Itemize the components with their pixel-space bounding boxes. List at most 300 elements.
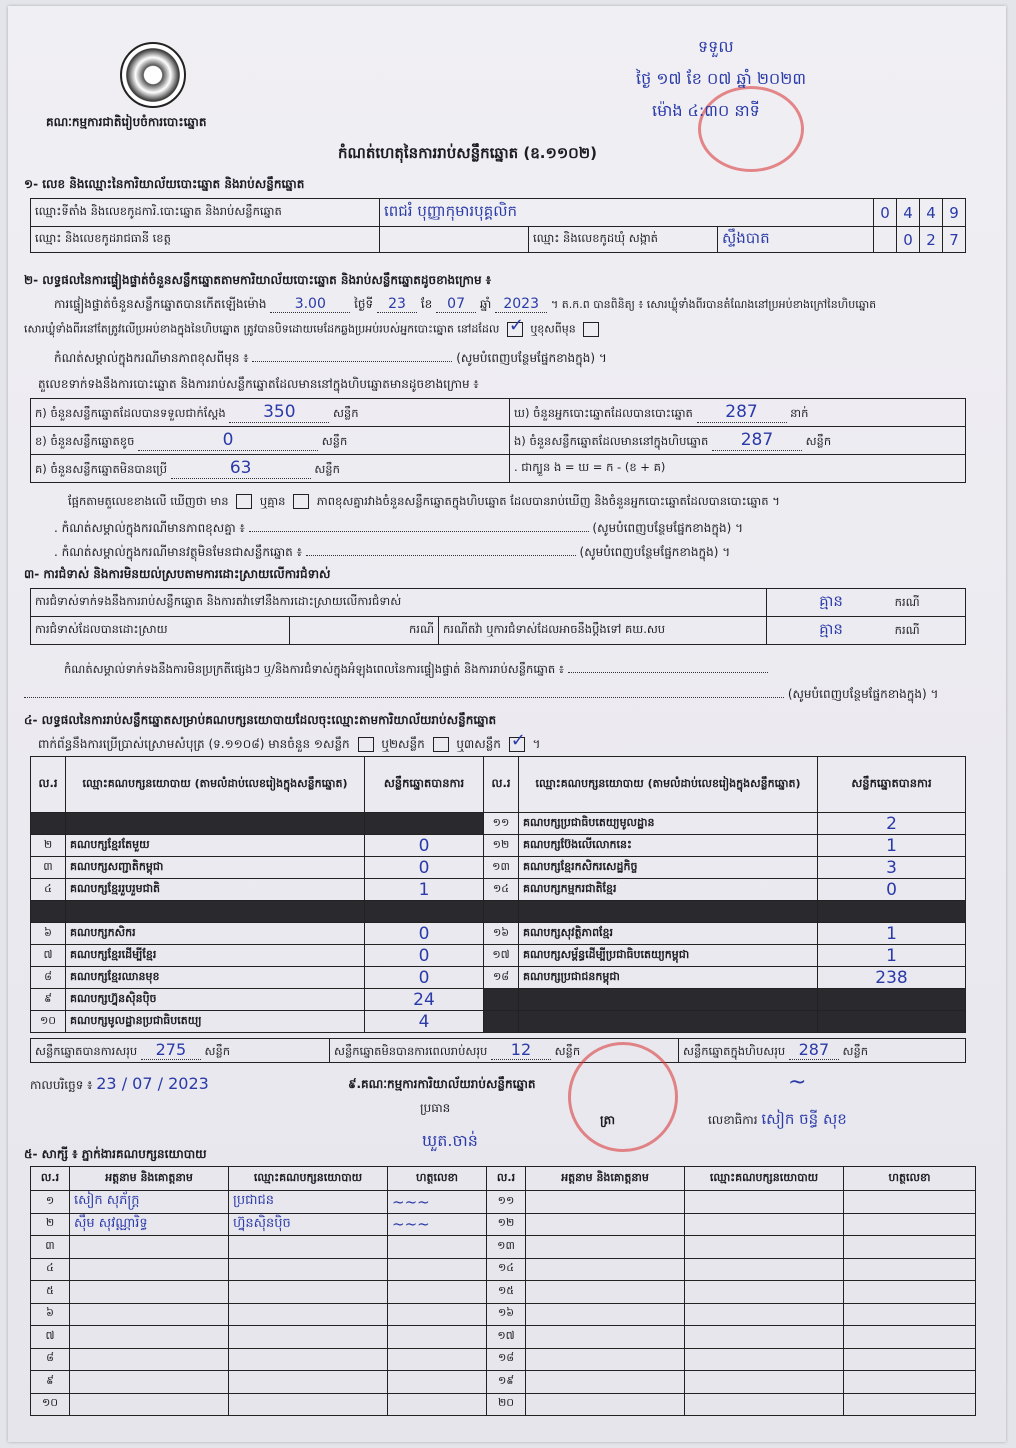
party-left-name: គណបក្សខ្មែររួបរួមជាតិ [66, 879, 365, 901]
w-col-name-l: អត្តនាម និងគោត្តនាម [70, 1167, 229, 1191]
objection-row2b-cell [767, 617, 966, 645]
line2-text: សោរឃ្លុំទាំងពីរនៅតែត្រូវលើប្រអប់ខាងក្នុងនៃហិបឆ្នោត ត្រូវបានបិទដោយមេដែកឆ្លងប្រអប់របស់អ្នកបោះឆ្នោត នៅដដែល [24, 322, 500, 336]
party-left-votes: 0 [365, 857, 484, 879]
row-d-value: 287 [697, 402, 787, 423]
witness-party [685, 1191, 844, 1214]
party-left-name: គណបក្សខ្មែរដើម្បីខ្មែរ [66, 945, 365, 967]
row2-province [380, 227, 529, 253]
party-left-no: ៣ [31, 857, 66, 879]
party-right-votes: 1 [818, 835, 966, 857]
witness-name [526, 1393, 685, 1416]
witness-no: ៥ [31, 1281, 70, 1304]
witness-row [31, 1258, 976, 1281]
party-left-votes: 1 [365, 879, 484, 901]
row2-code-2: 7 [943, 227, 966, 253]
witness-name [70, 1303, 229, 1326]
row-a-label: ក) ចំនួនសន្លឹកឆ្នោតដែលបានទទួលជាក់ស្តែង [35, 406, 226, 420]
formula-text: . ជាក្បួន ង = ឃ = ក - (ខ + គ) [514, 460, 666, 474]
total-box-value: 287 [789, 1040, 839, 1060]
witness-name [70, 1258, 229, 1281]
total-valid-unit: សន្លឹក [204, 1044, 231, 1058]
party-left-name: គណបក្សខ្មែរតែមួយ [66, 835, 365, 857]
party-right-votes [818, 1011, 966, 1033]
two-sheet-checkbox[interactable] [433, 737, 449, 752]
party-left-name: គណបក្សកសិករ [66, 923, 365, 945]
party-left-votes: 0 [365, 835, 484, 857]
witness-table [30, 1166, 976, 1416]
witness-party: ហ្វ៊ុនស៊ិនប៉ិច [229, 1213, 388, 1236]
witness-no: ១៧ [487, 1326, 526, 1349]
section2-line1 [54, 296, 876, 314]
total-invalid-label: សន្លឹកឆ្នោតមិនបានការពេលរាប់សរុប [334, 1044, 488, 1058]
row2-label: ឈ្មោះ និងលេខកូដរាជធានី ខេត្ត [31, 227, 380, 253]
section2-line2 [24, 322, 603, 339]
witness-signature[interactable] [844, 1236, 976, 1259]
w-col-sig-l: ហត្ថលេខា [388, 1167, 487, 1191]
check-text: ផ្អែកតាមតួលេខខាងលើ ឃើញថា មាន [68, 494, 229, 508]
witness-party [685, 1303, 844, 1326]
objection-row2-cell [290, 617, 439, 645]
witness-party [229, 1303, 388, 1326]
month-label: ខែ [420, 297, 433, 311]
row1-value: ពេជរំ បុញ្ញាកុមារបុគ្គលិក [380, 199, 874, 227]
witness-party [229, 1348, 388, 1371]
line2-opt2: ឬខុសពីមុន [530, 322, 576, 336]
party-left-votes: 4 [365, 1011, 484, 1033]
party-left-no: ២ [31, 835, 66, 857]
section3-title: ៣- ការជំទាស់ និងការមិនយល់ស្របតាមការដោះស្រាយលើការជំទាស់ [24, 567, 331, 581]
party-left-name: គណបក្សមូលដ្ឋានប្រជាធិបតេយ្យ [66, 1011, 365, 1033]
date-line [30, 1074, 209, 1095]
no-diff-checkbox[interactable] [293, 494, 309, 509]
party-right-name: គណបក្សសម្ព័ន្ធដើម្បីប្រជាធិបតេយ្យកម្ពុជា [519, 945, 818, 967]
line1-prefix: ការផ្ទៀងផ្ទាត់ចំនួនសន្លឹកឆ្នោតបានកើតឡើងម៉ោង [54, 297, 267, 311]
party-left-votes: 0 [365, 945, 484, 967]
note2-text: . កំណត់សម្គាល់ក្នុងករណីមានវត្ថុមិនមែនជាសន្លឹកឆ្នោត ៖ [54, 545, 302, 559]
objection-row1-cell [767, 589, 966, 617]
received-stamp [698, 86, 804, 172]
witness-party [685, 1326, 844, 1349]
party-right-name: គណបក្សខ្មែរកសិករសេដ្ឋកិច្ច [519, 857, 818, 879]
row2-code-1: 2 [920, 227, 943, 253]
party-left-no: ៤ [31, 879, 66, 901]
note2-line [54, 544, 730, 562]
w-col-name-r: អត្តនាម និងគោត្តនាម [526, 1167, 685, 1191]
secretary-label: លេខាធិការ [708, 1113, 758, 1127]
section1-title: ១- លេខ និងឈ្មោះនៃការិយាល័យបោះឆ្នោត និងរាប់សន្លឹកឆ្នោត [24, 177, 305, 191]
stamp-note-line1: ទទួល [698, 37, 734, 56]
party-left-votes: 0 [365, 923, 484, 945]
witness-row [31, 1191, 976, 1214]
party-left-name: គណបក្សខ្មែរឈានមុខ [66, 967, 365, 989]
party-left-no: ៦ [31, 923, 66, 945]
total-box-unit: សន្លឹក [842, 1044, 869, 1058]
witness-row [31, 1213, 976, 1236]
witness-name [70, 1393, 229, 1416]
witness-signature[interactable] [388, 1191, 487, 1214]
row1-code-3: 9 [943, 199, 966, 227]
party-right-name: គណបក្សសុវត្ថិភាពខ្មែរ [519, 923, 818, 945]
party-left-votes: 0 [365, 967, 484, 989]
total-box-label: សន្លឹកឆ្នោតក្នុងហិបសរុប [683, 1044, 786, 1058]
objection-note-hint: (សូមបំពេញបន្ថែមផ្នែកខាងក្នុង) ។ [787, 687, 939, 701]
party-right-votes [818, 901, 966, 923]
witness-no: ១៩ [487, 1371, 526, 1394]
chair-label: ប្រធាន [420, 1101, 451, 1115]
party-right-no: ១៤ [484, 879, 519, 901]
witness-no: ១២ [487, 1213, 526, 1236]
row-e-value: 287 [712, 430, 802, 451]
objection-note-blank2[interactable] [24, 697, 784, 698]
line3-text: កំណត់សម្គាល់ក្នុងករណីមានភាពខុសពីមុន ៖ [54, 351, 249, 365]
witness-party [685, 1236, 844, 1259]
line3-blank[interactable] [252, 361, 452, 362]
witness-name [526, 1281, 685, 1304]
party-right-no: ១៨ [484, 967, 519, 989]
party-right-name: គណបក្សកម្មករជាតិខ្មែរ [519, 879, 818, 901]
row-c [31, 455, 510, 483]
section2-line4: តួលេខទាក់ទងនឹងការបោះឆ្នោត និងការរាប់សន្លឹកឆ្នោតដែលមាននៅក្នុងហិបឆ្នោតមានដូចខាងក្រោម ៖ [38, 377, 479, 391]
stamp-note-line2: ថ្ងៃ ១៧ ខែ ០៧ ឆ្នាំ ២០២៣ [636, 69, 807, 88]
objection-note [64, 662, 768, 679]
witness-no: ១៦ [487, 1303, 526, 1326]
objection-note-blank[interactable] [568, 672, 768, 673]
party-left-no: ៩ [31, 989, 66, 1011]
date-label: កាលបរិច្ឆេទ ៖ [30, 1078, 93, 1092]
witness-row [31, 1371, 976, 1394]
witness-signature[interactable] [388, 1326, 487, 1349]
witness-name [70, 1371, 229, 1394]
party-right-votes: 1 [818, 945, 966, 967]
check-opt2: ឬគ្មាន [259, 494, 286, 508]
witness-name [526, 1236, 685, 1259]
total-valid-label: សន្លឹកឆ្នោតបានការសរុប [35, 1044, 138, 1058]
row-e-unit: សន្លឹក [805, 434, 832, 448]
org-logo [120, 42, 186, 108]
objection-row1-label: ការជំទាស់ទាក់ទងនឹងការរាប់សន្លឹកឆ្នោត និងការតវ៉ាទៅនឹងការដោះស្រាយលើការជំទាស់ [31, 589, 767, 617]
witness-no: ៦ [31, 1303, 70, 1326]
party-left-no: ៨ [31, 967, 66, 989]
witness-party [685, 1258, 844, 1281]
witness-signature[interactable] [844, 1303, 976, 1326]
row-e [510, 427, 966, 455]
row1-code-0: 0 [874, 199, 897, 227]
results-row [31, 989, 966, 1011]
party-right-votes: 238 [818, 967, 966, 989]
witness-party [685, 1371, 844, 1394]
row2-code-0: 0 [897, 227, 920, 253]
count-year: 2023 [495, 296, 547, 313]
results-table [30, 756, 966, 1033]
section4-subtitle: ពាក់ព័ន្ធនឹងការប្រើប្រាស់ស្រោមសំបុត្រ (ទ.១១០៨) មានចំនួន ១សន្លឹក [38, 737, 350, 751]
results-row [31, 901, 966, 923]
w-col-no-r: ល.រ [487, 1167, 526, 1191]
witness-signature[interactable] [844, 1348, 976, 1371]
stamp-note-line3: ម៉ោង ៤:៣០ នាទី [652, 101, 760, 120]
row-c-unit: សន្លឹក [314, 462, 340, 476]
witness-party [229, 1326, 388, 1349]
objection-row2b-label: ករណីតវ៉ា ឬការជំទាស់ដែលអាចនឹងប្តឹងទៅ គឃ.សប [439, 617, 767, 645]
witness-signature[interactable] [388, 1258, 487, 1281]
results-body [31, 813, 966, 1033]
party-right-name [519, 901, 818, 923]
count-month: 07 [436, 296, 476, 313]
witness-no: ២ [31, 1213, 70, 1236]
row-c-label: គ) ចំនួនសន្លឹកឆ្នោតមិនបានប្រើ [35, 462, 168, 476]
row2-value: ស្ទឹងបាត [718, 227, 874, 253]
row-b-label: ខ) ចំនួនសន្លឹកឆ្នោតខូច [35, 434, 135, 448]
witness-party [685, 1393, 844, 1416]
party-left-no [31, 901, 66, 923]
row-a-unit: សន្លឹក [332, 406, 359, 420]
note1-line [54, 520, 743, 538]
opt3-label: ឬ៣សន្លឹក [456, 737, 501, 751]
witness-party [229, 1258, 388, 1281]
row1-label: ឈ្មោះទីតាំង និងលេខកូដការិ.បោះឆ្នោត និងរាប់សន្លឹកឆ្នោត [31, 199, 380, 227]
witness-party [229, 1281, 388, 1304]
witness-row [31, 1326, 976, 1349]
witness-no: ១៨ [487, 1348, 526, 1371]
org-name: គណៈកម្មការជាតិរៀបចំការបោះឆ្នោត [46, 115, 207, 129]
objection-note-text: កំណត់សម្គាល់ទាក់ទងនឹងការមិនប្រក្រតីផ្សេងៗ ឬ/និងការជំទាស់ក្នុងអំឡុងពេលនៃការផ្ទៀងផ្ទាត់ និងការរាប់សន្លឹកឆ្នោត ៖ [64, 662, 564, 676]
witness-no: ១៥ [487, 1281, 526, 1304]
witness-signature[interactable] [388, 1371, 487, 1394]
note1-text: . កំណត់សម្គាល់ក្នុងករណីមានភាពខុសគ្នា ៖ [54, 521, 245, 535]
results-row [31, 813, 966, 835]
witness-row [31, 1393, 976, 1416]
row1-code-1: 4 [897, 199, 920, 227]
party-left-no: ៧ [31, 945, 66, 967]
row2-mid-label: ឈ្មោះ និងលេខកូដឃុំ សង្កាត់ [529, 227, 718, 253]
witness-no: ១១ [487, 1191, 526, 1214]
check-suffix: ភាពខុសគ្នារវាងចំនួនសន្លឹកឆ្នោតក្នុងហិបឆ្នោត ដែលបានរាប់ឃើញ និងចំនួនអ្នកបោះឆ្នោតដែលបានបោះឆ្នោត ។ [316, 494, 780, 508]
row-b-unit: សន្លឹក [321, 434, 348, 448]
witness-party: ប្រជាជន [229, 1191, 388, 1214]
witness-signature[interactable] [844, 1393, 976, 1416]
party-right-name: គណបក្សប្រជាជនកម្ពុជា [519, 967, 818, 989]
witness-signature[interactable] [388, 1303, 487, 1326]
form-paper [8, 6, 1006, 1442]
row-b-value: 0 [138, 430, 318, 451]
objection-row2b-unit: ករណី [894, 622, 920, 637]
objection-row2-label: ការជំទាស់ដែលបានដោះស្រាយ [31, 617, 290, 645]
section2-title: ២- លទ្ធផលនៃការផ្ទៀងផ្ទាត់ចំនួនសន្លឹកឆ្នោតតាមការិយាល័យបោះឆ្នោត និងរាប់សន្លឹកឆ្នោតដូចខាងក្រោម ៖ [24, 273, 492, 287]
opt2-label: ឬ២សន្លឹក [381, 737, 425, 751]
party-left-votes [365, 901, 484, 923]
party-right-no [484, 901, 519, 923]
party-left-name [66, 901, 365, 923]
member-label: ត្រា [600, 1113, 615, 1127]
party-right-no [484, 1011, 519, 1033]
witness-signature[interactable] [388, 1236, 487, 1259]
witness-signature[interactable] [388, 1348, 487, 1371]
results-row [31, 857, 966, 879]
official-seal [568, 1042, 678, 1152]
witness-no: ១០ [31, 1393, 70, 1416]
witness-body [31, 1191, 976, 1416]
count-time: 3.00 [270, 296, 350, 313]
objection-row1-unit: ករណី [894, 594, 920, 609]
secretary-name: សៀក ចន្ធី សុខ [761, 1110, 847, 1128]
witness-party [685, 1348, 844, 1371]
w-col-party-r: ឈ្មោះគណបក្សនយោបាយ [685, 1167, 844, 1191]
party-right-no: ១៣ [484, 857, 519, 879]
witness-name [70, 1326, 229, 1349]
witness-no: ១៣ [487, 1236, 526, 1259]
party-left-name [66, 813, 365, 835]
witness-name [526, 1371, 685, 1394]
party-right-name: គណបក្សប្រជាធិបតេយ្យមូលដ្ឋាន [519, 813, 818, 835]
section4-subtitle-line: ពាក់ព័ន្ធនឹងការប្រើប្រាស់ស្រោមសំបុត្រ (ទ.១១០៨) មានចំនួន ១សន្លឹក ឬ២សន្លឹក ឬ៣សន្លឹក ✓ ។ [38, 736, 540, 754]
witness-name [526, 1213, 685, 1236]
check-line [68, 494, 780, 511]
witness-name: ស៊ឹម សុវណ្ណារិទ្ធ [70, 1213, 229, 1236]
results-row [31, 923, 966, 945]
witness-no: ៩ [31, 1371, 70, 1394]
col-no-left: ល.រ [31, 757, 66, 813]
witness-signature[interactable] [844, 1281, 976, 1304]
witness-signature[interactable] [388, 1213, 487, 1236]
witness-name [526, 1191, 685, 1214]
w-col-party-l: ឈ្មោះគណបក្សនយោបាយ [229, 1167, 388, 1191]
count-day: 23 [377, 296, 417, 313]
row-a [31, 399, 510, 427]
row1-code-2: 4 [920, 199, 943, 227]
witness-party [229, 1393, 388, 1416]
one-sheet-checkbox[interactable] [358, 737, 374, 752]
different-checkbox[interactable] [583, 322, 599, 337]
total-invalid-unit: សន្លឹក [554, 1044, 581, 1058]
witness-signature[interactable] [844, 1326, 976, 1349]
witness-row [31, 1348, 976, 1371]
row-a-value: 350 [229, 402, 329, 423]
party-left-name: គណបក្សហ្វ៊ុនស៊ិនប៉ិច [66, 989, 365, 1011]
witness-row [31, 1236, 976, 1259]
line1-suffix: ។ ត.ក.ព បានពិនិត្យ ៖ សោរឃ្លុំទាំងពីរបានតំណែងនៅប្រអប់ខាងក្រៅនៃហិបឆ្នោត [551, 298, 877, 311]
row2-code-pad [874, 227, 897, 253]
day-label: ថ្ងៃទី [354, 297, 374, 311]
year-label: ឆ្នាំ [479, 297, 492, 311]
party-right-votes: 2 [818, 813, 966, 835]
witness-party [685, 1281, 844, 1304]
total-valid-cell [31, 1039, 330, 1063]
witness-name [526, 1326, 685, 1349]
section1-table [30, 198, 966, 253]
signature-scribble: ~~~ [392, 1192, 430, 1211]
party-right-votes [818, 989, 966, 1011]
w-col-no-l: ល.រ [31, 1167, 70, 1191]
party-left-no [31, 813, 66, 835]
note1-blank[interactable] [249, 531, 589, 532]
witness-party [229, 1371, 388, 1394]
secretary-mark: ~ [788, 1070, 807, 1095]
row-e-label: ង) ចំនួនសន្លឹកឆ្នោតដែលមាននៅក្នុងហិបឆ្នោត [514, 434, 709, 448]
witness-name [70, 1348, 229, 1371]
witness-signature[interactable] [844, 1213, 976, 1236]
witness-signature[interactable] [844, 1371, 976, 1394]
witness-row [31, 1303, 976, 1326]
results-row [31, 967, 966, 989]
objection-table [30, 588, 966, 645]
total-valid-value: 275 [141, 1040, 201, 1060]
total-invalid-value: 12 [491, 1040, 551, 1060]
witness-no: ១៤ [487, 1258, 526, 1281]
note2-blank[interactable] [306, 555, 576, 556]
witness-signature[interactable] [844, 1191, 976, 1214]
results-row [31, 879, 966, 901]
w-col-sig-r: ហត្ថលេខា [844, 1167, 976, 1191]
results-row [31, 835, 966, 857]
secretary-line [708, 1110, 847, 1132]
witness-no: ៨ [31, 1348, 70, 1371]
col-no-right: ល.រ [484, 757, 519, 813]
row-c-value: 63 [171, 458, 311, 479]
party-right-no: ១១ [484, 813, 519, 835]
committee-label: ៩.គណៈកម្មការការិយាល័យរាប់សន្លឹកឆ្នោត [348, 1077, 536, 1091]
party-right-name [519, 1011, 818, 1033]
row-formula [510, 455, 966, 483]
witness-no: ៧ [31, 1326, 70, 1349]
witness-signature[interactable] [844, 1258, 976, 1281]
section2-line3 [54, 350, 607, 368]
witness-signature[interactable] [388, 1281, 487, 1304]
signature-scribble: ~~~ [392, 1215, 430, 1234]
total-box-cell [679, 1039, 966, 1063]
party-right-name: គណបក្សប៊ែងលើលោកនេះ [519, 835, 818, 857]
sign-date: 23 / 07 / 2023 [96, 1074, 209, 1093]
section5-title: ៥- សាក្សី ៖ ភ្នាក់ងារគណបក្សនយោបាយ [24, 1147, 207, 1161]
party-left-votes [365, 813, 484, 835]
note2-hint: (សូមបំពេញបន្ថែមផ្នែកខាងក្នុង) ។ [579, 545, 731, 559]
witness-signature[interactable] [388, 1393, 487, 1416]
party-right-votes: 1 [818, 923, 966, 945]
results-row [31, 945, 966, 967]
party-right-votes: 3 [818, 857, 966, 879]
objection-row1-value: គ្មាន [819, 591, 843, 610]
chair-sign: ឃួត.ចាន់ [422, 1131, 478, 1150]
party-right-name [519, 989, 818, 1011]
witness-name: សៀក សុភ័ក្ត្រ [70, 1191, 229, 1214]
results-row [31, 1011, 966, 1033]
party-right-no: ១៧ [484, 945, 519, 967]
has-diff-checkbox[interactable] [236, 494, 252, 509]
section4-title: ៤- លទ្ធផលនៃការរាប់សន្លឹកឆ្នោតសម្រាប់គណបក្សនយោបាយដែលចុះឈ្មោះតាមការិយាល័យរាប់សន្លឹកឆ្នោត [24, 713, 497, 727]
col-party-right: ឈ្មោះគណបក្សនយោបាយ (តាមលំដាប់លេខរៀងក្នុងសន្លឹកឆ្នោត) [519, 757, 818, 813]
same-checkbox[interactable] [507, 322, 523, 337]
witness-name [526, 1348, 685, 1371]
objection-row2b-value: គ្មាន [819, 619, 843, 638]
note1-hint: (សូមបំពេញបន្ថែមផ្នែកខាងក្នុង) ។ [592, 521, 743, 535]
line3-hint: (សូមបំពេញបន្ថែមផ្នែកខាងក្នុង) ។ [456, 351, 607, 365]
witness-party [685, 1213, 844, 1236]
ballot-count-table [30, 398, 966, 483]
witness-party [229, 1236, 388, 1259]
party-left-votes: 24 [365, 989, 484, 1011]
witness-name [526, 1303, 685, 1326]
witness-row [31, 1281, 976, 1304]
totals-table [30, 1038, 966, 1063]
row-d-unit: នាក់ [790, 406, 809, 420]
witness-name [526, 1258, 685, 1281]
party-right-no [484, 989, 519, 1011]
row-d [510, 399, 966, 427]
witness-no: ៤ [31, 1258, 70, 1281]
row-d-label: ឃ) ចំនួនអ្នកបោះឆ្នោតដែលបានបោះឆ្នោត [514, 406, 693, 420]
witness-name [70, 1236, 229, 1259]
witness-no: ១ [31, 1191, 70, 1214]
objection-note-line2 [24, 686, 938, 704]
three-sheet-checkbox[interactable] [509, 737, 525, 752]
